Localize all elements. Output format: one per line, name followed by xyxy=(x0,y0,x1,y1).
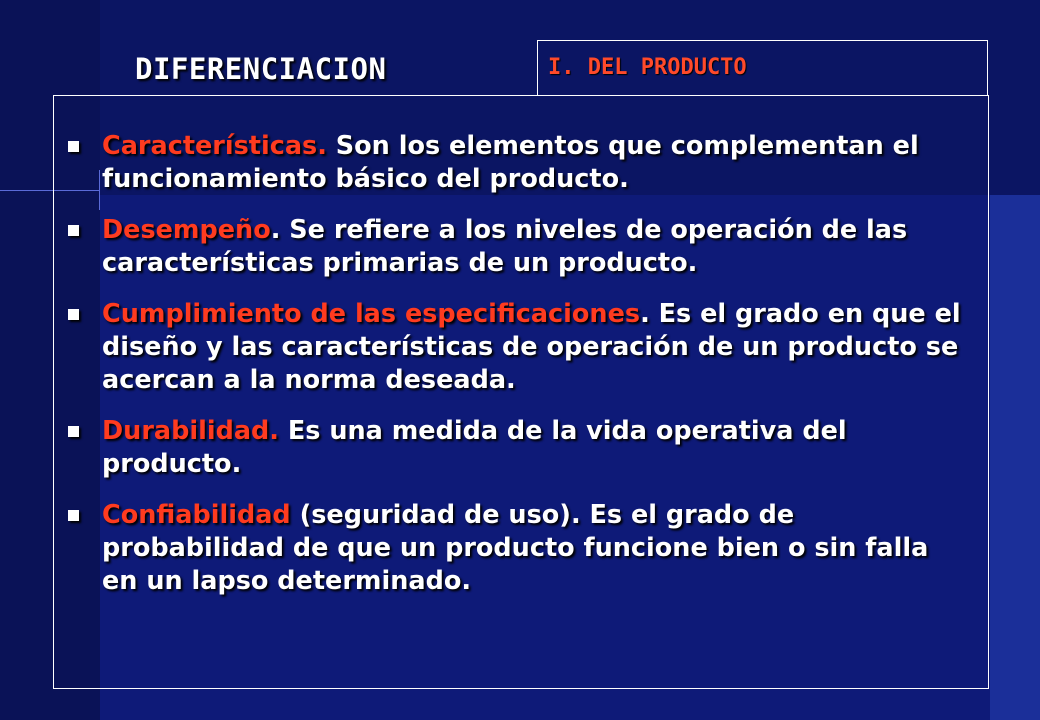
list-item xyxy=(66,298,966,397)
item-text: (seguridad de uso). Es el grado de probabilidad de que un producto funcione bien o sin falla en un lapso determinado. xyxy=(102,500,929,596)
list-item xyxy=(66,415,966,481)
item-term: Cumplimiento de las especificaciones xyxy=(102,299,641,329)
background-right-band xyxy=(990,195,1040,720)
square-bullet-icon xyxy=(68,309,79,320)
slide-subtitle: I. DEL PRODUCTO xyxy=(548,55,747,80)
item-term: Desempeño xyxy=(102,215,271,245)
square-bullet-icon xyxy=(68,141,79,152)
item-text: . Es el grado en que el diseño y las características de operación de un producto se acercan a la norma deseada. xyxy=(102,299,961,395)
item-text: Es una medida de la vida operativa del producto. xyxy=(102,416,847,479)
content-box xyxy=(53,95,989,689)
square-bullet-icon xyxy=(68,225,79,236)
square-bullet-icon xyxy=(68,510,79,521)
subtitle-box xyxy=(537,40,988,95)
item-term: Características. xyxy=(102,131,327,161)
item-term: Confiabilidad xyxy=(102,500,291,530)
square-bullet-icon xyxy=(68,426,79,437)
item-text: Son los elementos que complementan el funcionamiento básico del producto. xyxy=(102,131,919,194)
item-text: . Se refiere a los niveles de operación de las características primarias de un producto. xyxy=(102,215,908,278)
slide-title: DIFERENCIACION xyxy=(135,52,387,86)
bullet-list xyxy=(66,130,966,616)
list-item xyxy=(66,214,966,280)
list-item xyxy=(66,499,966,598)
list-item xyxy=(66,130,966,196)
item-term: Durabilidad. xyxy=(102,416,279,446)
